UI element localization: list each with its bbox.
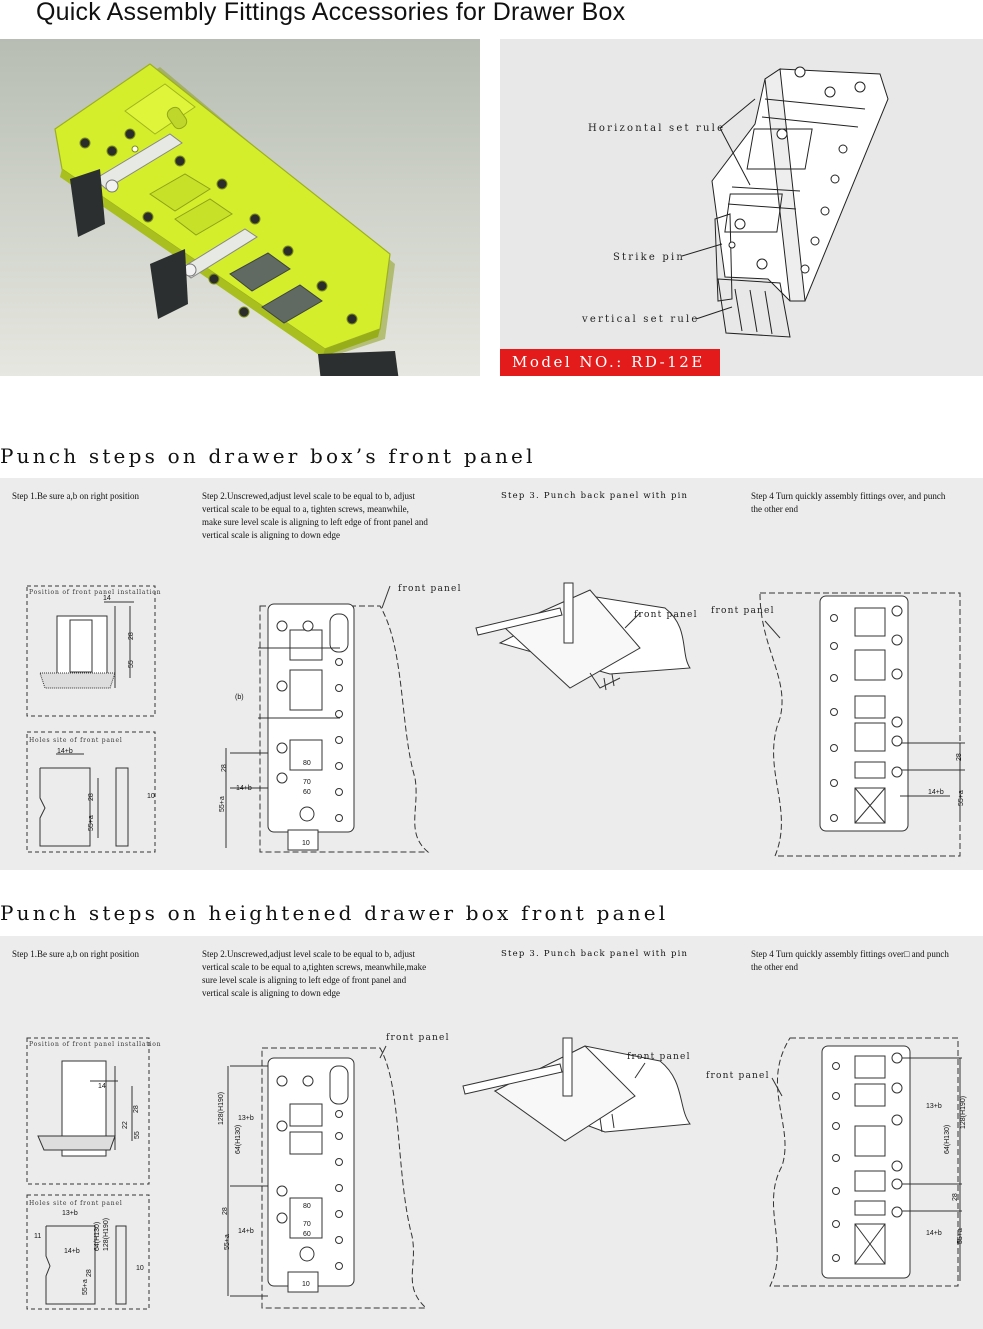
svg-text:70: 70 <box>303 779 311 786</box>
svg-text:55+a: 55+a <box>224 1234 231 1250</box>
svg-text:64(H130): 64(H130) <box>94 1221 101 1251</box>
svg-text:14+b: 14+b <box>64 1248 80 1255</box>
svg-text:55+a: 55+a <box>88 815 95 831</box>
svg-text:14+b: 14+b <box>57 748 73 755</box>
svg-text:10: 10 <box>147 793 155 800</box>
svg-text:14+b: 14+b <box>238 1228 254 1235</box>
svg-text:80: 80 <box>303 760 311 767</box>
svg-text:28: 28 <box>956 753 963 761</box>
vertical-set-rule-label: vertical set rule <box>582 314 700 325</box>
heightened-punch-steps-drawings <box>0 936 983 1329</box>
svg-text:(b): (b) <box>235 694 244 701</box>
svg-text:55: 55 <box>128 660 135 668</box>
svg-text:55: 55 <box>134 1131 141 1139</box>
svg-text:64(H130): 64(H130) <box>944 1124 951 1154</box>
svg-text:28: 28 <box>952 1193 959 1201</box>
svg-text:70: 70 <box>303 1221 311 1228</box>
svg-text:11: 11 <box>34 1233 42 1240</box>
svg-text:22: 22 <box>122 1121 129 1129</box>
punch-steps-drawings <box>0 478 983 870</box>
front-panel-label-4: front panel <box>706 1071 770 1081</box>
svg-text:55+a: 55+a <box>958 790 965 806</box>
step-4-text: Step 4 Turn quickly assembly fittings over, and punch the other end <box>751 491 946 514</box>
step-1-text: Step 1.Be sure a,b on right position <box>12 949 139 959</box>
svg-text:10: 10 <box>302 840 310 847</box>
fitting-schematic <box>500 39 983 376</box>
horizontal-set-rule-label: Horizontal set rule <box>588 123 726 134</box>
svg-text:28: 28 <box>222 1207 229 1215</box>
section-heading-front-panel: Punch steps on drawer box’s front panel <box>0 444 536 468</box>
svg-text:80: 80 <box>303 1203 311 1210</box>
svg-text:10: 10 <box>302 1281 310 1288</box>
model-number-badge: Model NO.: RD-12E <box>500 349 720 376</box>
step-3-text: Step 3. Punch back panel with pin <box>501 949 689 959</box>
svg-text:28: 28 <box>86 1269 93 1277</box>
svg-text:60: 60 <box>303 1231 311 1238</box>
step-2-text: Step 2.Unscrewed,adjust level scale to be equal to b, adjust vertical scale to be equal to a, tighten screws, meanwhile, make sure level scale is aligning to left edge of front panel and vertical scale is aligning to down edge <box>202 491 428 540</box>
page-title: Quick Assembly Fittings Accessories for Drawer Box <box>36 0 626 26</box>
product-render <box>0 39 480 376</box>
svg-text:55+a: 55+a <box>219 796 226 812</box>
svg-text:64(H130): 64(H130) <box>235 1124 242 1154</box>
svg-text:55+a: 55+a <box>82 1279 89 1295</box>
svg-text:28: 28 <box>221 764 228 772</box>
step-2-text: Step 2.Unscrewed,adjust level scale to be equal to b, adjust vertical scale to be equal to a,tighten screws, meanwhile,make sure level scale is aligning to left edge of front panel and vertical scale is aligning to down edge <box>202 949 427 998</box>
svg-text:128(H190): 128(H190) <box>960 1095 967 1129</box>
svg-text:128(H190): 128(H190) <box>218 1091 225 1125</box>
front-panel-label-2: front panel <box>398 584 462 594</box>
svg-text:13+b: 13+b <box>238 1115 254 1122</box>
front-panel-label-3: front panel <box>634 610 698 620</box>
svg-text:128(H190): 128(H190) <box>103 1217 110 1251</box>
schematic-drawing <box>500 39 983 376</box>
box1-label: Position of front panel installation <box>29 589 162 596</box>
svg-text:55+a: 55+a <box>957 1228 964 1244</box>
step-1-text: Step 1.Be sure a,b on right position <box>12 491 139 501</box>
box1-label: Position of front panel installation <box>29 1041 162 1048</box>
section-heading-heightened-panel: Punch steps on heightened drawer box front panel <box>0 901 669 925</box>
svg-text:14: 14 <box>103 595 111 602</box>
svg-text:14+b: 14+b <box>926 1230 942 1237</box>
svg-text:13+b: 13+b <box>62 1210 78 1217</box>
svg-text:13+b: 13+b <box>926 1103 942 1110</box>
svg-text:28: 28 <box>88 793 95 801</box>
box2-label: Holes site of front panel <box>29 737 123 744</box>
svg-text:60: 60 <box>303 789 311 796</box>
svg-text:28: 28 <box>133 1105 140 1113</box>
svg-text:14+b: 14+b <box>928 789 944 796</box>
strike-pin-label: Strike pin <box>613 252 686 263</box>
fitting-3d-illustration <box>0 39 480 376</box>
svg-text:14: 14 <box>98 1083 106 1090</box>
step-3-text: Step 3. Punch back panel with pin <box>501 491 689 501</box>
front-panel-label-4: front panel <box>711 606 775 616</box>
heightened-punch-steps-panel <box>0 936 983 1329</box>
svg-text:14+b: 14+b <box>236 785 252 792</box>
box2-label: Holes site of front panel <box>29 1200 123 1207</box>
front-panel-label-3: front panel <box>627 1052 691 1062</box>
punch-steps-panel <box>0 478 983 870</box>
step-4-text: Step 4 Turn quickly assembly fittings over□ and punch the other end <box>751 949 949 972</box>
front-panel-label-2: front panel <box>386 1033 450 1043</box>
svg-text:28: 28 <box>128 632 135 640</box>
svg-text:10: 10 <box>136 1265 144 1272</box>
